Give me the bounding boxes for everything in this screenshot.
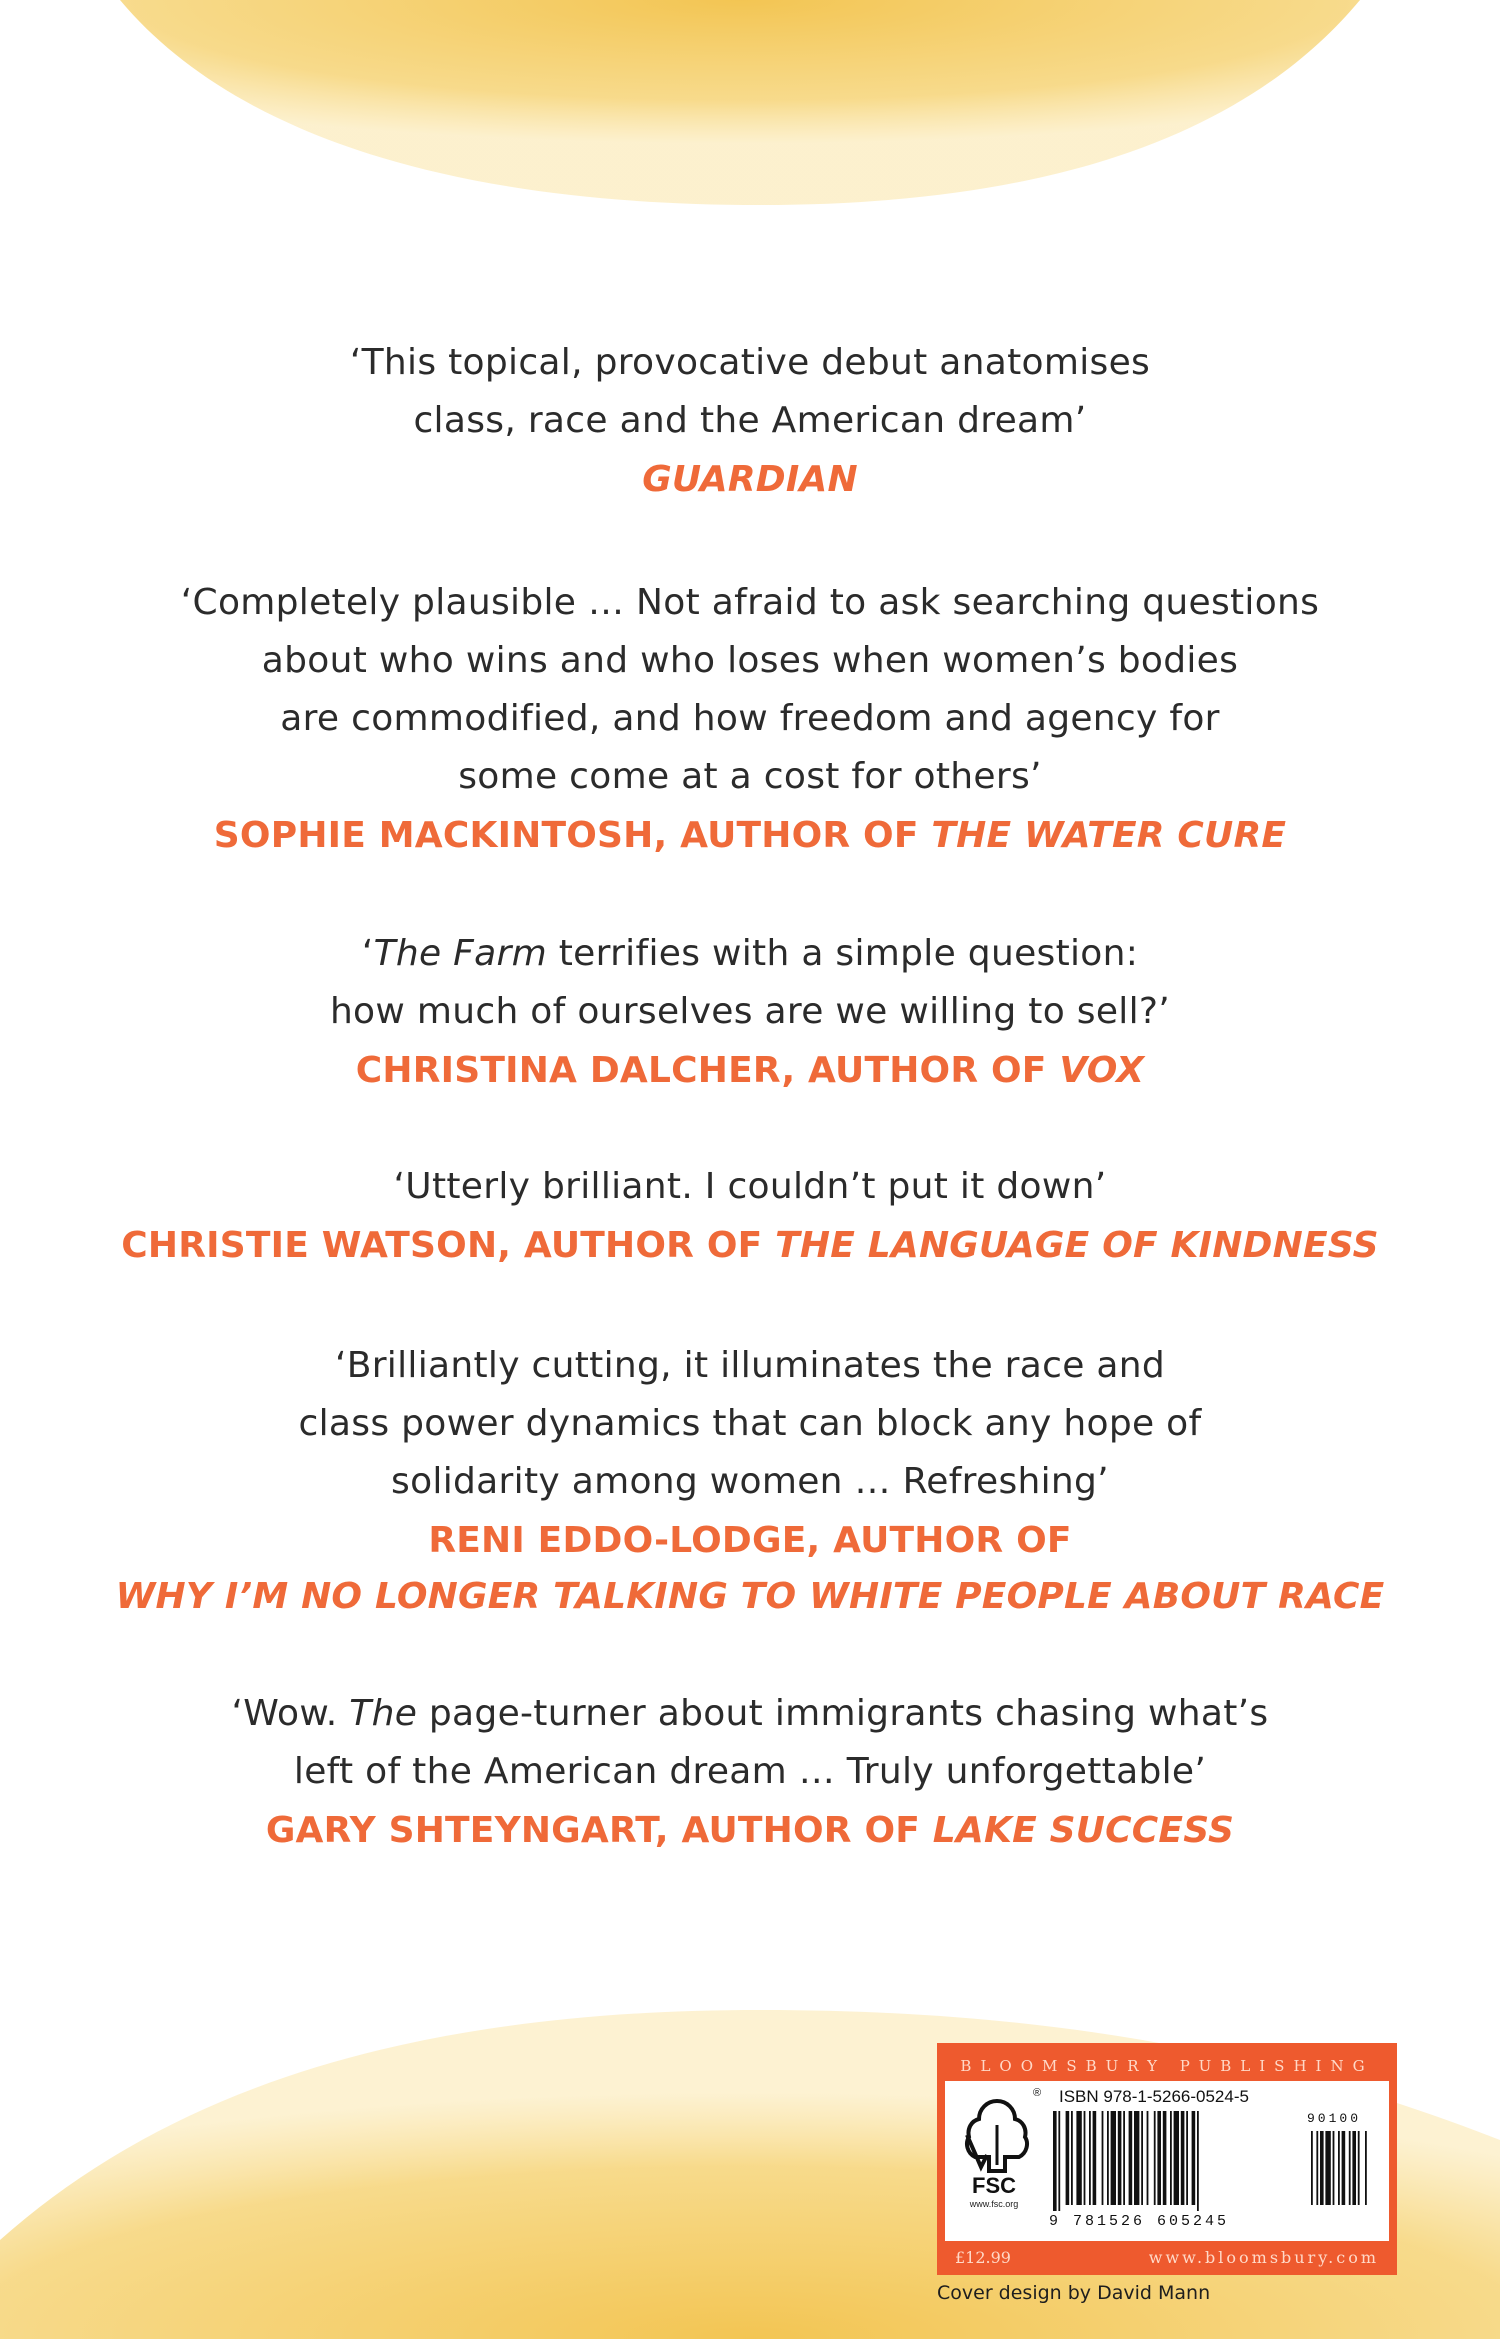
text-segment: VOX	[1059, 1050, 1145, 1091]
quote-attribution	[0, 808, 1500, 864]
text-segment: class, race and the American dream’	[413, 400, 1087, 441]
text-segment: LAKE SUCCESS	[932, 1810, 1235, 1851]
text-segment: about who wins and who loses when women’s bodies	[261, 640, 1239, 681]
quote-text	[0, 574, 1500, 806]
text-segment: page-turner about immigrants chasing what’s	[417, 1693, 1269, 1734]
text-segment: The	[349, 1693, 418, 1734]
top-yellow-blob	[0, 0, 1500, 220]
quote-line	[0, 748, 1500, 806]
barcode-area	[945, 2081, 1389, 2241]
isbn-number: ISBN 978-1-5266-0524-5	[1059, 2087, 1249, 2106]
publisher-name: BLOOMSBURY PUBLISHING	[960, 2057, 1374, 2075]
text-segment: ‘This topical, provocative debut anatomises	[349, 342, 1151, 383]
text-segment: terrifies with a simple question:	[547, 933, 1139, 974]
barcode-panel	[937, 2043, 1397, 2275]
text-segment: are commodified, and how freedom and agency for	[280, 698, 1220, 739]
quote-text	[0, 1337, 1500, 1511]
text-segment: THE WATER CURE	[931, 815, 1287, 856]
quote-line	[0, 1743, 1500, 1801]
quote-block	[0, 925, 1500, 1099]
quote-attribution	[0, 1218, 1500, 1274]
text-segment: CHRISTINA DALCHER, AUTHOR OF	[355, 1050, 1060, 1091]
attribution-line	[0, 1043, 1500, 1099]
attribution-line	[0, 452, 1500, 508]
text-segment: WHY I’M NO LONGER TALKING TO WHITE PEOPLE ABOUT RACE	[115, 1576, 1385, 1617]
text-segment: how much of ourselves are we willing to sell?’	[329, 991, 1171, 1032]
text-segment: CHRISTIE WATSON, AUTHOR OF	[121, 1225, 776, 1266]
quote-line	[0, 690, 1500, 748]
quote-line	[0, 1158, 1500, 1216]
quote-attribution	[0, 1513, 1500, 1625]
quote-text	[0, 334, 1500, 450]
text-segment: ‘Utterly brilliant. I couldn’t put it down’	[393, 1166, 1107, 1207]
quote-line	[0, 632, 1500, 690]
quote-block	[0, 1337, 1500, 1625]
registered-mark: ®	[1033, 2087, 1042, 2099]
quote-line	[0, 1453, 1500, 1511]
text-segment: SOPHIE MACKINTOSH, AUTHOR OF	[213, 815, 932, 856]
quote-block	[0, 574, 1500, 864]
text-segment: some come at a cost for others’	[458, 756, 1042, 797]
text-segment: The Farm	[373, 933, 547, 974]
attribution-line	[0, 808, 1500, 864]
quote-attribution	[0, 1803, 1500, 1859]
fsc-label: FSC	[972, 2173, 1016, 2198]
quote-text	[0, 1158, 1500, 1216]
quote-line	[0, 925, 1500, 983]
quote-line	[0, 1395, 1500, 1453]
text-segment: class power dynamics that can block any hope of	[298, 1403, 1202, 1444]
quote-line	[0, 334, 1500, 392]
quote-line	[0, 1337, 1500, 1395]
publisher-website: www.bloomsbury.com	[1148, 2248, 1379, 2267]
text-segment: left of the American dream … Truly unforgettable’	[293, 1751, 1207, 1792]
quote-line	[0, 1685, 1500, 1743]
quote-attribution	[0, 1043, 1500, 1099]
quote-line	[0, 983, 1500, 1041]
text-segment: ‘Wow.	[231, 1693, 350, 1734]
cover-design-credit: Cover design by David Mann	[937, 2282, 1211, 2304]
quote-block	[0, 334, 1500, 508]
attribution-line	[0, 1218, 1500, 1274]
barcode-addon-digits: 90100	[1307, 2111, 1362, 2126]
text-segment: ‘	[361, 933, 374, 974]
attribution-line	[0, 1513, 1500, 1569]
attribution-line	[0, 1569, 1500, 1625]
text-segment: THE LANGUAGE OF KINDNESS	[775, 1225, 1379, 1266]
quote-text	[0, 1685, 1500, 1801]
barcode-footer	[945, 2245, 1389, 2271]
quote-line	[0, 392, 1500, 450]
quote-block	[0, 1685, 1500, 1859]
text-segment: RENI EDDO-LODGE, AUTHOR OF	[428, 1520, 1072, 1561]
text-segment: ‘Completely plausible … Not afraid to ask searching questions	[180, 582, 1320, 623]
attribution-line	[0, 1803, 1500, 1859]
price-label: £12.99	[955, 2248, 1011, 2267]
text-segment: GARY SHTEYNGART, AUTHOR OF	[265, 1810, 933, 1851]
text-segment: GUARDIAN	[642, 459, 858, 500]
quote-line	[0, 574, 1500, 632]
text-segment: ‘Brilliantly cutting, it illuminates the race and	[334, 1345, 1166, 1386]
text-segment: solidarity among women … Refreshing’	[391, 1461, 1109, 1502]
barcode-ean-digits: 9 781526 605245	[1049, 2213, 1230, 2230]
barcode-icon	[1053, 2111, 1383, 2211]
quote-text	[0, 925, 1500, 1041]
quote-block	[0, 1158, 1500, 1274]
quote-attribution	[0, 452, 1500, 508]
fsc-url: www.fsc.org	[969, 2199, 1019, 2209]
